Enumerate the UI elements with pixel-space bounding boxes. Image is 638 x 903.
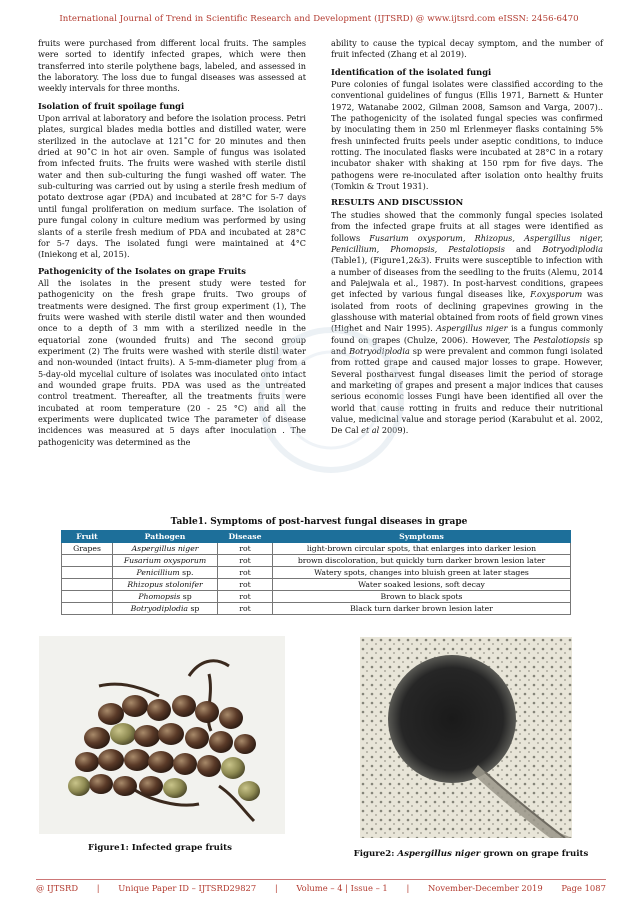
symptoms-cell: Black turn darker brown lesion later [273, 603, 571, 615]
table-caption: Table1. Symptoms of post-harvest fungal diseases in grape [170, 517, 468, 527]
pathogen-cell: Aspergillus niger [113, 543, 218, 555]
disease-cell: rot [218, 567, 273, 579]
col-header-pathogen: Pathogen [113, 531, 218, 543]
table-row [62, 567, 571, 579]
figure2-caption: Figure2: Aspergillus niger grown on grape fruits [353, 849, 589, 859]
symptoms-table [61, 530, 571, 615]
footer-separator: | [406, 883, 410, 893]
identification-paragraph: Pure colonies of fungal isolates were classified according to the conventional guidelines of fungus (Ellis 1971, Barnett & Hunter 1972, Watanabe 2002, Gilman 2008, Samson and Varga, 2007).. The pathogenicity of the isolated fungal species was confirmed by inoculating them in 250 ml Erlenmeyer flasks containing 5% fresh uninfected fruits peels under aseptic conditions, to induce rotting. The inoculated flasks were incubated at 28°C in a rotary incubator shaker with shaking at 150 rpm for five days. The pathogens were re-inoculated after isolation onto healthy fruits (Tomkin & Trout 1931). [331, 79, 603, 192]
section-heading-identification: Identification of the isolated fungi [331, 66, 492, 77]
pathogen-cell: Botryodiplodia sp [113, 603, 218, 615]
table-row [62, 555, 571, 567]
intro-paragraph: fruits were purchased from different local fruits. The samples were sorted to identify infected grapes, which were then transferred into sterile polythene bags, labeled, and assessed in the laboratory. The loss due to fungal diseases was assessed at weekly intervals for three months. [38, 38, 306, 94]
footer-volume: Volume – 4 | Issue – 1 [296, 883, 388, 893]
figure1-infected-grapes-photo [39, 636, 285, 834]
pathogen-cell: Fusarium oxysporum [113, 555, 218, 567]
pathogen-cell: Penicillium sp. [113, 567, 218, 579]
pathogen-cell: Phomopsis sp [113, 591, 218, 603]
footer-journal: @ IJTSRD [36, 883, 79, 893]
figure2-aspergillus-micrograph [360, 637, 572, 838]
symptoms-cell: light-brown circular spots, that enlarges into darker lesion [273, 543, 571, 555]
footer-date: November-December 2019 [427, 883, 543, 893]
col-header-fruit: Fruit [62, 531, 113, 543]
fruit-cell-empty [62, 591, 113, 603]
col-header-symptoms: Symptoms [273, 531, 571, 543]
section-heading-pathogenicity: Pathogenicity of the Isolates on grape Fruits [38, 265, 246, 276]
page-footer [36, 879, 606, 893]
fruit-cell: Grapes [62, 543, 113, 555]
table-row [62, 579, 571, 591]
fruit-cell-empty [62, 567, 113, 579]
section-heading-isolation: Isolation of fruit spoilage fungi [38, 100, 185, 111]
pathogenicity-paragraph: All the isolates in the present study were tested for pathogenicity on the fresh grape fruits. Two groups of treatments were designed. The first group experiment (1), The fruits were washed with sterile distil water and then wounded once to a depth of 3 mm with a sterilized needle in the equatorial zone (wounded fruits) and The second group experiment (2) The fruits were washed with sterile distil water and non-wounded (intact fruits). A 5-mm-diameter plug from a 5-day-old mycelial culture of isolates was inoculated onto intact and wounded grape fruits. PDA was used as the untreated control treatment. Thereafter, all the treatments fruits were incubated at room temperature (20 - 25 °C) and all the experiments were duplicated twice The parameter of disease incidences was measured at 5 days after inoculation . The pathogenicity was determined as the [38, 277, 306, 447]
symptoms-cell: brown discoloration, but quickly turn darker brown lesion later [273, 555, 571, 567]
fruit-cell-empty [62, 555, 113, 567]
footer-separator: | [274, 883, 278, 893]
col-header-disease: Disease [218, 531, 273, 543]
continued-paragraph: ability to cause the typical decay symptom, and the number of fruit infected (Zhang et al 2019). [331, 38, 603, 60]
disease-cell: rot [218, 603, 273, 615]
figure1-caption: Figure1: Infected grape fruits [88, 843, 232, 853]
disease-cell: rot [218, 543, 273, 555]
table-row [62, 591, 571, 603]
pathogen-cell: Rhizopus stolonifer [113, 579, 218, 591]
symptoms-cell: Watery spots, changes into bluish green at later stages [273, 567, 571, 579]
disease-cell: rot [218, 591, 273, 603]
fruit-cell-empty [62, 603, 113, 615]
footer-page: Page 1087 [561, 883, 606, 893]
isolation-paragraph: Upon arrival at laboratory and before the isolation process. Petri plates, surgical blades media bottles and distilled water, were sterilized in the autoclave at 121˚C for 20 minutes and then dried at 90˚C in hot air oven. Sample of fungus was isolated from infected fruits. The fruits were washed with sterile distil water and then sub-culturing the fungi washed off water. The sub-culturing was carried out by using a sterile fresh medium of potato dextrose agar (PDA) and incubated at 28°C for 5-7 days until fungal proliferation on medium surface. The isolation of pure fungal colony in culture medium was performed by using slants of a sterile fresh medium of PDA and incubated at 28°C for 5-7 days. The isolated fungi were maintained at 4°C (Iniekong et al, 2015). [38, 113, 306, 260]
disease-cell: rot [218, 579, 273, 591]
right-column [331, 38, 603, 437]
fruit-cell-empty [62, 579, 113, 591]
left-column [38, 38, 306, 448]
symptoms-cell: Brown to black spots [273, 591, 571, 603]
table-header-row [62, 531, 571, 543]
section-heading-results: RESULTS AND DISCUSSION [331, 197, 464, 208]
table-row [62, 543, 571, 555]
results-paragraph: The studies showed that the commonly fungal species isolated from the infected grape fruits at all stages were identified as follows Fusarium oxysporum, Rhizopus, Aspergillus niger, Penicillium, Phomopsis, Pestalotiopsis and Botryodiplodia (Table1), (Figure1,2&3). Fruits were susceptible to infection with a number of diseases from the seedling to the fruits (Alemu, 2014 and Palejwala et al., 1987). In post-harvest conditions, grapees get infected by various fungal diseases like, F.oxysporum was isolated from roots of declining grapevines growing in the glasshouse with material obtained from roots of field grown vines (Highet and Nair 1995). Aspergillus niger is a fungus commonly found on grapes (Chulze, 2006). However, The Pestalotiopsis sp and Botryodiplodia sp were prevalent and common fungi isolated from rotted grape and caused major losses to grape. However, Several postharvest fungal diseases limit the period of storage and marketing of grapes and present a major indices that causes serious economic losses Fungi have been identified all over the world that cause rotting in fruits and reduce their nutritional value, medicinal value and storage period (Karabulut et al. 2002, De Cal et al 2009). [331, 209, 603, 436]
table-row [62, 603, 571, 615]
footer-separator: | [96, 883, 100, 893]
symptoms-cell: Water soaked lesions, soft decay [273, 579, 571, 591]
footer-paper-id: Unique Paper ID – IJTSRD29827 [118, 883, 257, 893]
disease-cell: rot [218, 555, 273, 567]
running-header: International Journal of Trend in Scientific Research and Development (IJTSRD) @ www.ijtsrd.com eISSN: 2456-6470 [59, 14, 579, 24]
